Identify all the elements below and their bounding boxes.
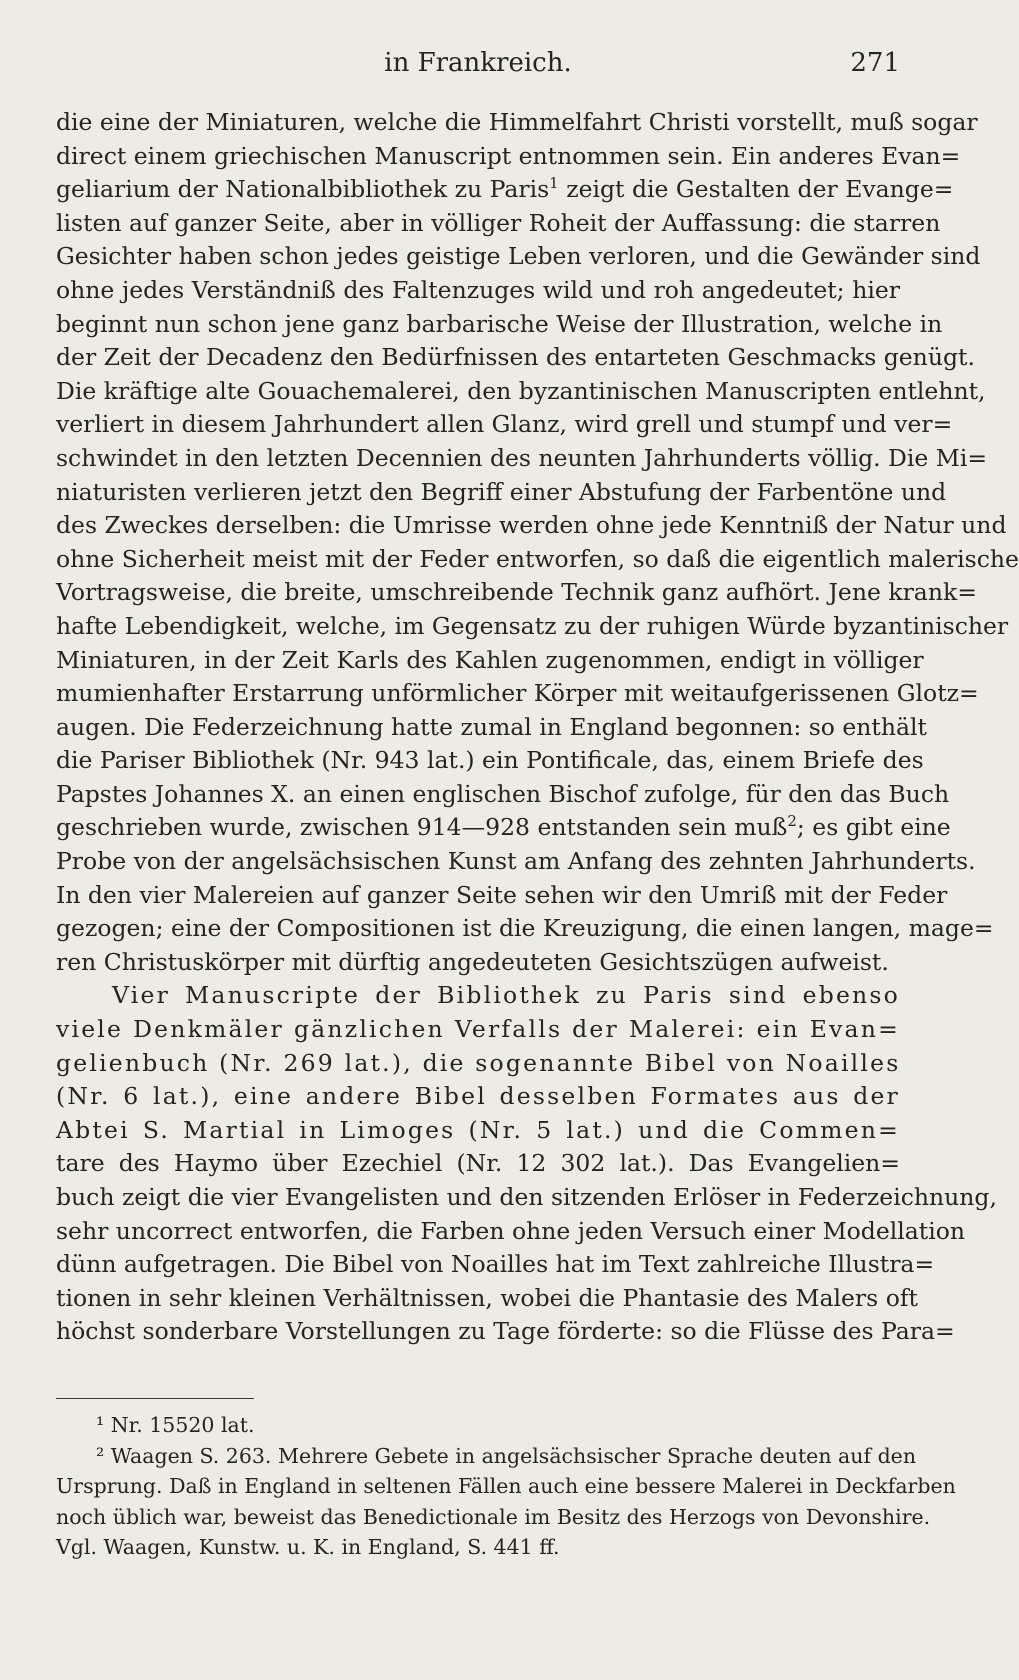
text-line: niaturisten verlieren jetzt den Begriff einer Abstufung der Farbentöne und: [56, 477, 947, 506]
text-line: ren Christuskörper mit dürftig angedeuteten Gesichtszügen aufweist.: [56, 947, 889, 976]
text-fragment: zeigt die Gestalten der Evange=: [558, 175, 954, 204]
text-line: Miniaturen, in der Zeit Karls des Kahlen zugenommen, endigt in völliger: [56, 645, 924, 674]
text-line: Vier Manuscripte der Bibliothek zu Paris sind ebenso: [112, 981, 900, 1010]
text-line: direct einem griechischen Manuscript entnommen sein. Ein anderes Evan=: [56, 141, 961, 170]
footnote-line: ¹ Nr. 15520 lat.: [96, 1413, 255, 1437]
text-line: Papstes Johannes X. an einen englischen Bischof zufolge, für den das Buch: [56, 779, 950, 808]
text-line: des Zweckes derselben: die Umrisse werden ohne jede Kenntniß der Natur und: [56, 511, 1007, 540]
text-line: augen. Die Federzeichnung hatte zumal in England begonnen: so enthält: [56, 712, 927, 741]
body-text: [56, 106, 1019, 1349]
text-line: höchst sonderbare Vorstellungen zu Tage förderte: so die Flüsse des Para=: [56, 1317, 955, 1346]
text-line: Die kräftige alte Gouachemalerei, den byzantinischen Manuscripten entlehnt,: [56, 376, 986, 405]
footnotes: [56, 1410, 956, 1563]
text-line: der Zeit der Decadenz den Bedürfnissen des entarteten Geschmacks genügt.: [56, 343, 975, 372]
text-line: Abtei S. Martial in Limoges (Nr. 5 lat.) und die Commen=: [56, 1115, 900, 1144]
footnote-line: noch üblich war, beweist das Benedictionale im Besitz des Herzogs von Devonshire.: [56, 1504, 931, 1529]
text-line: ohne Sicherheit meist mit der Feder entworfen, so daß die eigentlich malerische: [56, 544, 1019, 573]
text-line: Vortragsweise, die breite, umschreibende Technik ganz aufhört. Jene krank=: [56, 578, 977, 607]
text-line: sehr uncorrect entworfen, die Farben ohne jeden Versuch einer Modellation: [56, 1216, 966, 1245]
footnote-line: ² Waagen S. 263. Mehrere Gebete in angelsächsischer Sprache deuten auf den: [96, 1443, 917, 1468]
text-line: schwindet in den letzten Decennien des neunten Jahrhunderts völlig. Die Mi=: [56, 443, 988, 472]
text-line: buch zeigt die vier Evangelisten und den sitzenden Erlöser in Federzeichnung,: [56, 1183, 997, 1211]
text-line: die eine der Miniaturen, welche die Himmelfahrt Christi vorstellt, muß sogar: [56, 108, 978, 136]
text-line: [56, 811, 951, 845]
text-line: beginnt nun schon jene ganz barbarische Weise der Illustration, welche in: [56, 309, 943, 338]
text-line: tionen in sehr kleinen Verhältnissen, wobei die Phantasie des Malers oft: [56, 1283, 918, 1312]
footnote-line: Ursprung. Daß in England in seltenen Fällen auch eine bessere Malerei in Deckfarben: [56, 1474, 956, 1498]
text-line: dünn aufgetragen. Die Bibel von Noailles hat im Text zahlreiche Illustra=: [56, 1250, 935, 1279]
text-fragment: ; es gibt eine: [796, 813, 951, 842]
text-line: [56, 173, 954, 207]
footnote-line: Vgl. Waagen, Kunstw. u. K. in England, S. 441 ff.: [56, 1535, 560, 1559]
footnote-marker: 2: [787, 812, 797, 831]
text-line: Probe von der angelsächsischen Kunst am Anfang des zehnten Jahrhunderts.: [56, 847, 976, 876]
page-number: 271: [850, 48, 900, 78]
text-line: die Pariser Bibliothek (Nr. 943 lat.) ein Pontificale, das, einem Briefe des: [56, 746, 924, 775]
text-line: verliert in diesem Jahrhundert allen Glanz, wird grell und stumpf und ver=: [56, 410, 953, 439]
text-line: gelienbuch (Nr. 269 lat.), die sogenannte Bibel von Noailles: [56, 1048, 901, 1077]
running-head: in Frankreich.: [384, 48, 572, 78]
footnote-marker: 1: [549, 174, 559, 193]
text-line: viele Denkmäler gänzlichen Verfalls der Malerei: ein Evan=: [56, 1015, 900, 1044]
text-line: listen auf ganzer Seite, aber in völliger Roheit der Auffassung: die starren: [56, 208, 941, 237]
text-line: Gesichter haben schon jedes geistige Leben verloren, und die Gewänder sind: [56, 242, 981, 271]
text-line: (Nr. 6 lat.), eine andere Bibel desselben Formates aus der: [56, 1082, 900, 1111]
text-line: In den vier Malereien auf ganzer Seite sehen wir den Umriß mit der Feder: [56, 880, 948, 909]
text-line: hafte Lebendigkeit, welche, im Gegensatz zu der ruhigen Würde byzantinischer: [56, 611, 1009, 640]
page-header: [56, 44, 900, 84]
text-line: tare des Haymo über Ezechiel (Nr. 12 302 lat.). Das Evangelien=: [56, 1149, 900, 1178]
text-line: gezogen; eine der Compositionen ist die Kreuzigung, die einen langen, mage=: [56, 914, 994, 943]
text-line: ohne jedes Verständniß des Faltenzuges wild und roh angedeutet; hier: [56, 275, 900, 304]
text-fragment: geschrieben wurde, zwischen 914—928 entstanden sein muß: [56, 813, 788, 842]
text-fragment: geliarium der Nationalbibliothek zu Paris: [56, 175, 550, 204]
footnote-separator: [56, 1398, 254, 1399]
text-line: mumienhafter Erstarrung unförmlicher Körper mit weitaufgerissenen Glotz=: [56, 679, 979, 708]
